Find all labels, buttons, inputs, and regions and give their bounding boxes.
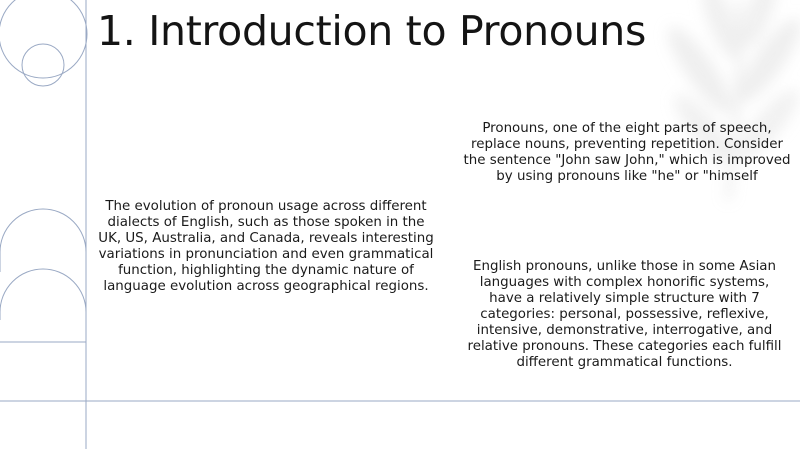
arch-lower	[0, 269, 86, 320]
slide-title: 1. Introduction to Pronouns	[97, 7, 647, 55]
paragraph-definition: Pronouns, one of the eight parts of speech, replace nouns, preventing repetition. Consider the sentence "John saw John," which is improved by using pronouns like "he" or "himself	[463, 121, 791, 184]
paragraph-categories: English pronouns, unlike those in some Asian languages with complex honorific systems, have a relatively simple structure with 7 categories: personal, possessive, reflexive, intensive, demonstrative, interrogative, and relative pronouns. These categories each fulfill different grammatical functions.	[467, 259, 782, 370]
arch-upper	[0, 209, 86, 272]
large-circle	[0, 0, 87, 78]
paragraph-dialects: The evolution of pronoun usage across different dialects of English, such as those spoken in the UK, US, Australia, and Canada, reveals interesting variations in pronunciation and even grammatical function, highlighting the dynamic nature of language evolution across geographical regions.	[98, 199, 434, 294]
small-circle	[22, 44, 64, 86]
